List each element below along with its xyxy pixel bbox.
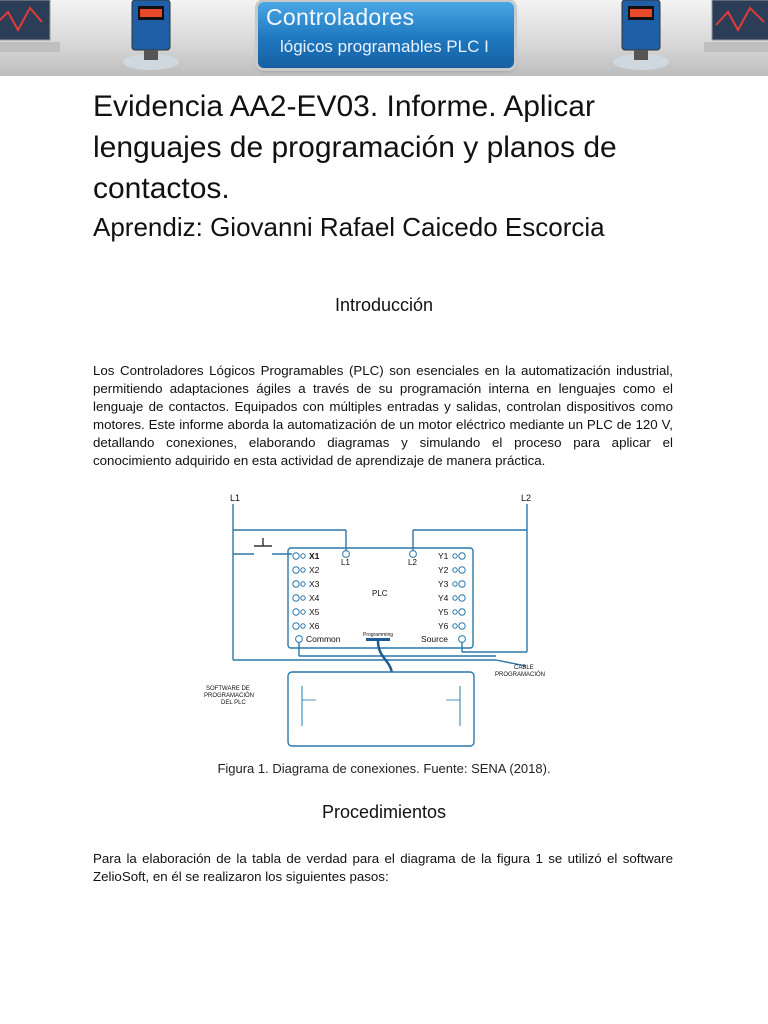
procedures-paragraph: Para la elaboración de la tabla de verdad para el diagrama de la figura 1 se utilizó el software ZelioSoft, en él se realizaron los siguientes pasos: — [93, 851, 673, 884]
label-l1: L1 — [230, 493, 241, 503]
terminal-l1-label: L1 — [341, 558, 350, 567]
input-label: X6 — [309, 621, 320, 631]
figure-caption: Figura 1. Diagrama de conexiones. Fuente: SENA (2018). — [217, 761, 551, 776]
input-terminal — [293, 567, 299, 573]
input-label: X5 — [309, 607, 320, 617]
cable-label-1: CABLE — [514, 665, 534, 671]
plc-label: PLC — [372, 589, 388, 598]
input-label: X1 — [309, 551, 320, 561]
plc-connection-diagram — [196, 490, 576, 752]
software-label-3: DEL PLC — [221, 700, 246, 706]
source-label: Source — [421, 634, 448, 644]
output-label: Y3 — [438, 579, 449, 589]
output-label: Y2 — [438, 565, 449, 575]
output-label: Y4 — [438, 593, 449, 603]
label-l2: L2 — [521, 493, 532, 503]
output-terminal — [459, 595, 465, 601]
document-title: Evidencia AA2-EV03. Informe. Aplicar lenguajes de programación y planos de contactos. — [93, 90, 617, 205]
input-terminal — [293, 595, 299, 601]
output-label: Y5 — [438, 607, 449, 617]
output-terminal — [459, 553, 465, 559]
cable-label-2: PROGRAMACIÓN — [495, 672, 546, 678]
common-label: Common — [306, 634, 341, 644]
output-terminal — [459, 623, 465, 629]
software-label-2: PROGRAMACIÓN — [204, 693, 255, 699]
input-label: X2 — [309, 565, 320, 575]
input-label: X3 — [309, 579, 320, 589]
software-label-1: SOFTWARE DE — [206, 686, 250, 692]
intro-paragraph: Los Controladores Lógicos Programables (PLC) son esenciales en la automatización industrial, permitiendo adaptaciones ágiles a través de su programación interna en lenguajes como el lenguaje de contactos. Equipados con múltiples entradas y salidas, controlan dispositivos como motores. Este informe aborda la automatización de un motor eléctrico mediante un PLC de 120 V, detallando conexiones, elaborando diagramas y simulando el proceso para aplicar el conocimiento adquirido en esta actividad de aprendizaje de manera práctica. — [93, 363, 673, 468]
output-terminal — [459, 609, 465, 615]
software-box — [288, 672, 474, 746]
output-terminal — [459, 567, 465, 573]
input-terminal — [293, 553, 299, 559]
programming-port-label: Programming — [363, 632, 394, 638]
laptop-graphic-right — [690, 0, 768, 76]
banner-title: Controladores — [266, 4, 415, 30]
plc-device-right-icon — [610, 0, 680, 76]
output-terminal — [459, 581, 465, 587]
intro-heading: Introducción — [334, 295, 434, 315]
programming-port — [366, 638, 390, 641]
procedures-heading: Procedimientos — [321, 802, 447, 822]
document-author: Aprendiz: Giovanni Rafael Caicedo Escorcia — [93, 212, 605, 242]
plc-device-left-icon — [120, 0, 190, 76]
input-label: X4 — [309, 593, 320, 603]
input-terminal — [293, 581, 299, 587]
input-terminal — [293, 623, 299, 629]
laptop-graphic-left — [0, 0, 110, 76]
output-label: Y1 — [438, 551, 449, 561]
terminal-l2-label: L2 — [408, 558, 417, 567]
header-banner — [0, 0, 768, 76]
banner-subtitle: lógicos programables PLC I — [280, 37, 489, 56]
output-label: Y6 — [438, 621, 449, 631]
input-terminal — [293, 609, 299, 615]
